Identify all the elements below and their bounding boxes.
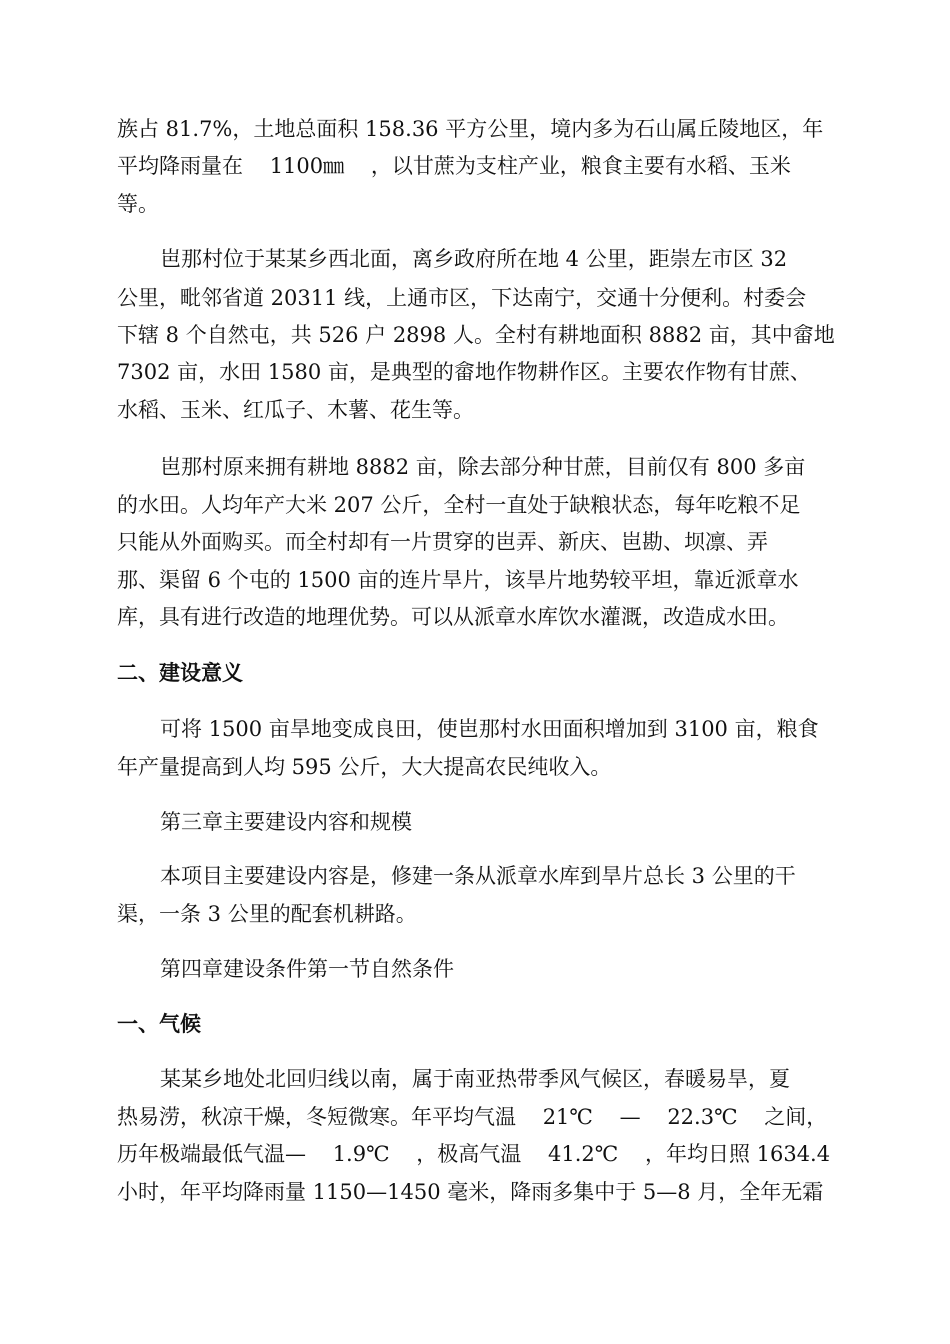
section-heading-climate: 一、气候 [117,1012,201,1036]
land-line-1: 岜那村原来拥有耕地 8882 亩，除去部分种甘蔗，目前仅有 800 多亩 [160,455,806,479]
village-line-2: 公里，毗邻省道 20311 线，上通市区，下达南宁，交通十分便利。村委会 [117,286,807,310]
intro-line-1: 族占 81.7%，土地总面积 158.36 平方公里，境内多为石山属丘陵地区，年 [117,117,824,141]
content-line-2: 渠，一条 3 公里的配套机耕路。 [117,902,417,926]
section-heading-significance: 二、建设意义 [117,661,243,685]
land-line-5: 库，具有进行改造的地理优势。可以从派章水库饮水灌溉，改造成水田。 [117,605,789,629]
village-line-3: 下辖 8 个自然屯，共 526 户 2898 人。全村有耕地面积 8882 亩，其中畲地 [117,323,835,347]
significance-line-1: 可将 1500 亩旱地变成良田，使岜那村水田面积增加到 3100 亩，粮食 [160,717,819,741]
climate-line-1: 某某乡地处北回归线以南，属于南亚热带季风气候区，春暖易旱，夏 [160,1067,790,1091]
intro-line-2: 平均降雨量在 1100㎜ ，以甘蔗为支柱产业，粮食主要有水稻、玉米 [117,154,791,178]
intro-line-3: 等。 [117,192,159,216]
land-line-4: 那、渠留 6 个屯的 1500 亩的连片旱片，该旱片地势较平坦，靠近派章水 [117,568,799,592]
climate-line-3: 历年极端最低气温— 1.9℃ ，极高气温 41.2℃ ，年均日照 1634.4 [117,1142,831,1166]
village-line-4: 7302 亩，水田 1580 亩，是典型的畲地作物耕作区。主要农作物有甘蔗、 [117,360,811,384]
content-line-1: 本项目主要建设内容是，修建一条从派章水库到旱片总长 3 公里的干 [160,864,796,888]
chapter-4-title: 第四章建设条件第一节自然条件 [160,957,454,981]
village-line-5: 水稻、玉米、红瓜子、木薯、花生等。 [117,398,474,422]
land-line-2: 的水田。人均年产大米 207 公斤，全村一直处于缺粮状态，每年吃粮不足 [117,493,801,517]
climate-line-2: 热易涝，秋凉干燥，冬短微寒。年平均气温 21℃ — 22.3℃ 之间， [117,1105,828,1129]
village-line-1: 岜那村位于某某乡西北面，离乡政府所在地 4 公里，距崇左市区 32 [160,247,788,271]
significance-line-2: 年产量提高到人均 595 公斤，大大提高农民纯收入。 [117,755,612,779]
chapter-3-title: 第三章主要建设内容和规模 [160,810,412,834]
climate-line-4: 小时，年平均降雨量 1150—1450 毫米，降雨多集中于 5—8 月，全年无霜 [117,1180,824,1204]
land-line-3: 只能从外面购买。而全村却有一片贯穿的岜弄、新庆、岜勘、坝凛、弄 [117,530,768,554]
